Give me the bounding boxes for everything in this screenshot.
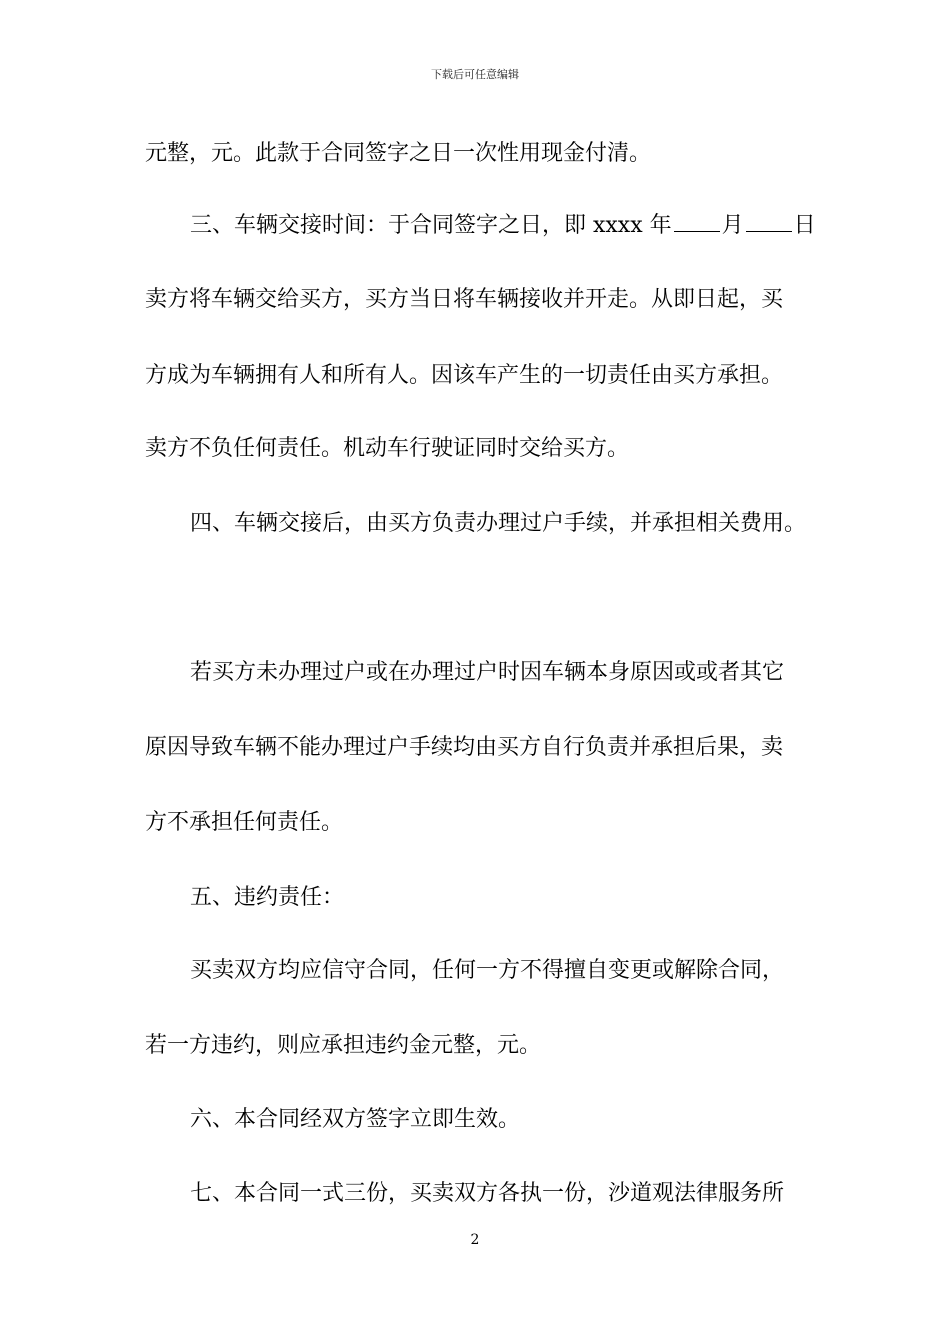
- clause-six-line: 六、本合同经双方签字立即生效。: [190, 1107, 521, 1132]
- day-blank: [746, 213, 792, 232]
- paragraph-line: 买卖双方均应信守合同，任何一方不得擅自变更或解除合同，: [190, 958, 785, 983]
- paragraph-line: 若一方违约，则应承担违约金元整，元。: [145, 1033, 542, 1058]
- clause-five-heading: 五、违约责任：: [190, 885, 345, 910]
- paragraph-line: 元整，元。此款于合同签字之日一次性用现金付清。: [145, 141, 652, 166]
- handover-prefix: 三、车辆交接时间：于合同签字之日，即 xxxx 年: [190, 213, 672, 238]
- handover-time-line: [190, 211, 816, 241]
- paragraph-line: 若买方未办理过户或在办理过户时因车辆本身原因或或者其它: [190, 660, 785, 685]
- day-label: 日: [793, 213, 816, 238]
- paragraph-line: 卖方将车辆交给买方，买方当日将车辆接收并开走。从即日起，买: [145, 287, 784, 312]
- page-header-note: 下载后可任意编辑: [431, 68, 519, 81]
- clause-four-line: 四、车辆交接后，由买方负责办理过户手续，并承担相关费用。: [190, 511, 807, 536]
- paragraph-line: 卖方不负任何责任。机动车行驶证同时交给买方。: [145, 436, 630, 461]
- month-label: 月: [721, 213, 744, 238]
- paragraph-line: 方不承担任何责任。: [145, 810, 344, 835]
- paragraph-line: 原因导致车辆不能办理过户手续均由买方自行负责并承担后果，卖: [145, 735, 784, 760]
- page-number: 2: [470, 1232, 480, 1248]
- paragraph-line: 方成为车辆拥有人和所有人。因该车产生的一切责任由买方承担。: [145, 363, 784, 388]
- month-blank: [674, 213, 720, 232]
- clause-seven-line: 七、本合同一式三份，买卖双方各执一份，沙道观法律服务所: [190, 1181, 785, 1206]
